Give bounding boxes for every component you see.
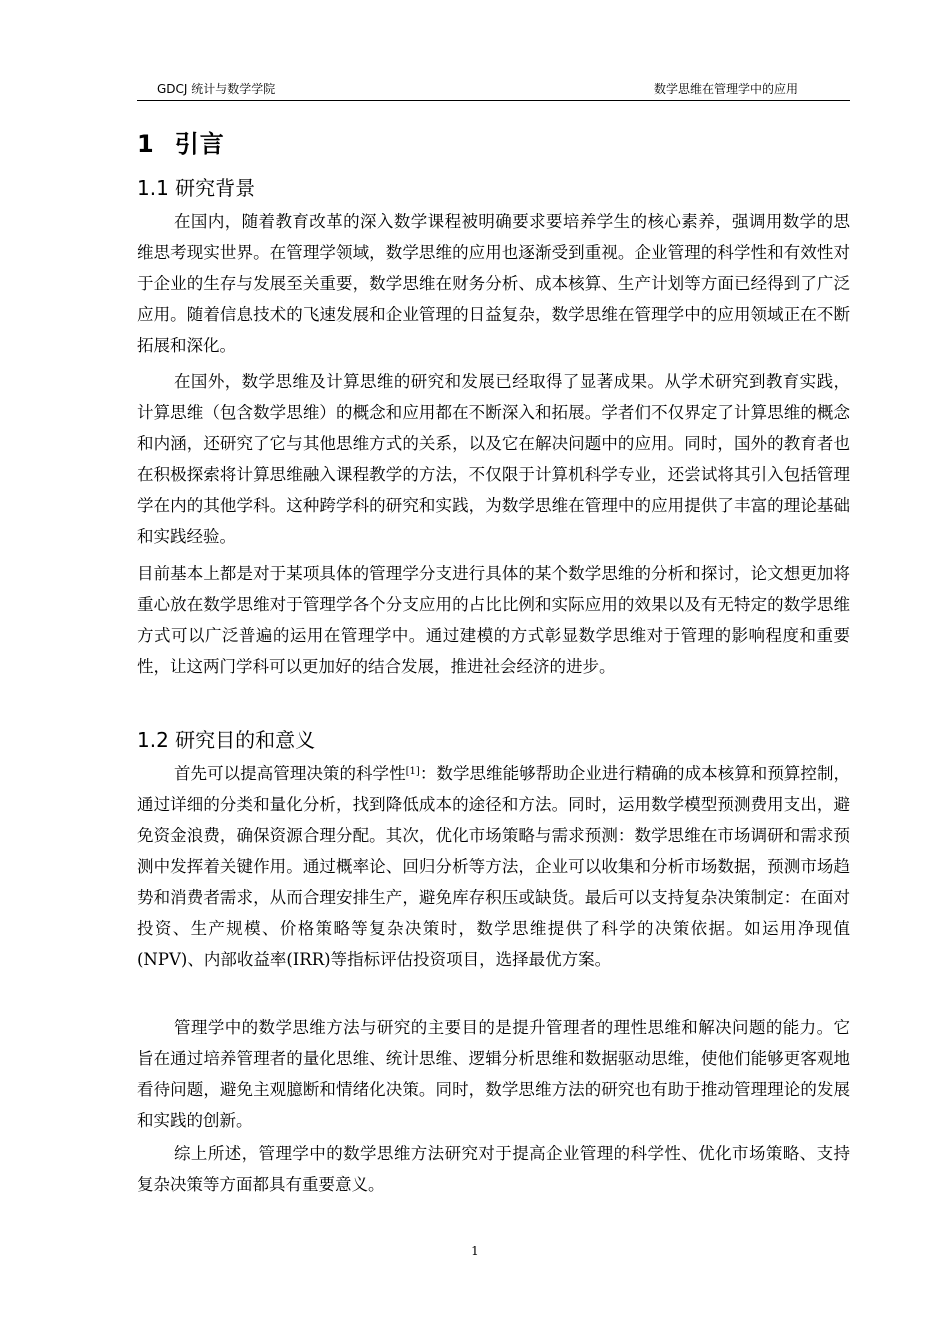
- citation-1: [1]: [405, 766, 420, 777]
- purpose-text-start: 首先可以提高管理决策的科学性: [174, 764, 406, 783]
- header-right: 数学思维在管理学中的应用: [653, 82, 798, 96]
- chapter-heading: [137, 124, 225, 159]
- chapter-title: 引言: [174, 130, 225, 158]
- paragraph-summary: 综上所述，管理学中的数学思维方法研究对于提高企业管理的科学性、优化市场策略、支持复杂决策等方面都具有重要意义。: [137, 1144, 850, 1194]
- chapter-number: 1: [137, 130, 155, 158]
- purpose-text-rest: ：数学思维能够帮助企业进行精确的成本核算和预算控制，通过详细的分类和量化分析，找到降低成本的途径和方法。同时，运用数学模型预测费用支出，避免资金浪费，确保资源合理分配。其次，优化市场策略与需求预测：数学思维在市场调研和需求预测中发挥着关键作用。通过概率论、回归分析等方法，企业可以收集和分析市场数据，预测市场趋势和消费者需求，从而合理安排生产，避免库存积压或缺货。最后可以支持复杂决策制定：在面对投资、生产规模、价格策略等复杂决策时，数学思维提供了科学的决策依据。如运用净现值(NPV)、内部收益率(IRR)等指标评估投资项目，选择最优方案。: [137, 764, 851, 969]
- paragraph-purpose: [137, 758, 850, 975]
- paragraph-objective: 管理学中的数学思维方法与研究的主要目的是提升管理者的理性思维和解决问题的能力。它旨在通过培养管理者的量化思维、统计思维、逻辑分析思维和数据驱动思维，使他们能够更客观地看待问题，避免主观臆断和情绪化决策。同时，数学思维方法的研究也有助于推动管理理论的发展和实践的创新。: [137, 1018, 850, 1130]
- header-left: GDCJ 统计与数学学院: [157, 82, 276, 96]
- paragraph-domestic: 在国内，随着教育改革的深入数学课程被明确要求要培养学生的核心素养，强调用数学的思维思考现实世界。在管理学领域，数学思维的应用也逐渐受到重视。企业管理的科学性和有效性对于企业的生存与发展至关重要，数学思维在财务分析、成本核算、生产计划等方面已经得到了广泛应用。随着信息技术的飞速发展和企业管理的日益复杂，数学思维在管理学中的应用领域正在不断拓展和深化。: [137, 212, 850, 355]
- section-heading-1-2: 1.2 研究目的和意义: [137, 728, 316, 752]
- page-number: 1: [471, 1244, 479, 1258]
- paragraph-foreign: 在国外，数学思维及计算思维的研究和发展已经取得了显著成果。从学术研究到教育实践，计算思维（包含数学思维）的概念和应用都在不断深入和拓展。学者们不仅界定了计算思维的概念和内涵，还研究了它与其他思维方式的关系，以及它在解决问题中的应用。同时，国外的教育者也在积极探索将计算思维融入课程教学的方法，不仅限于计算机科学专业，还尝试将其引入包括管理学在内的其他学科。这种跨学科的研究和实践，为数学思维在管理中的应用提供了丰富的理论基础和实践经验。: [137, 372, 850, 546]
- section-heading-1-1: 1.1 研究背景: [137, 176, 256, 200]
- paragraph-current-status: 目前基本上都是对于某项具体的管理学分支进行具体的某个数学思维的分析和探讨，论文想更加将重心放在数学思维对于管理学各个分支应用的占比比例和实际应用的效果以及有无特定的数学思维方式可以广泛普遍的运用在管理学中。通过建模的方式彰显数学思维对于管理的影响程度和重要性，让这两门学科可以更加好的结合发展，推进社会经济的进步。: [137, 564, 850, 676]
- page-header: [137, 80, 850, 101]
